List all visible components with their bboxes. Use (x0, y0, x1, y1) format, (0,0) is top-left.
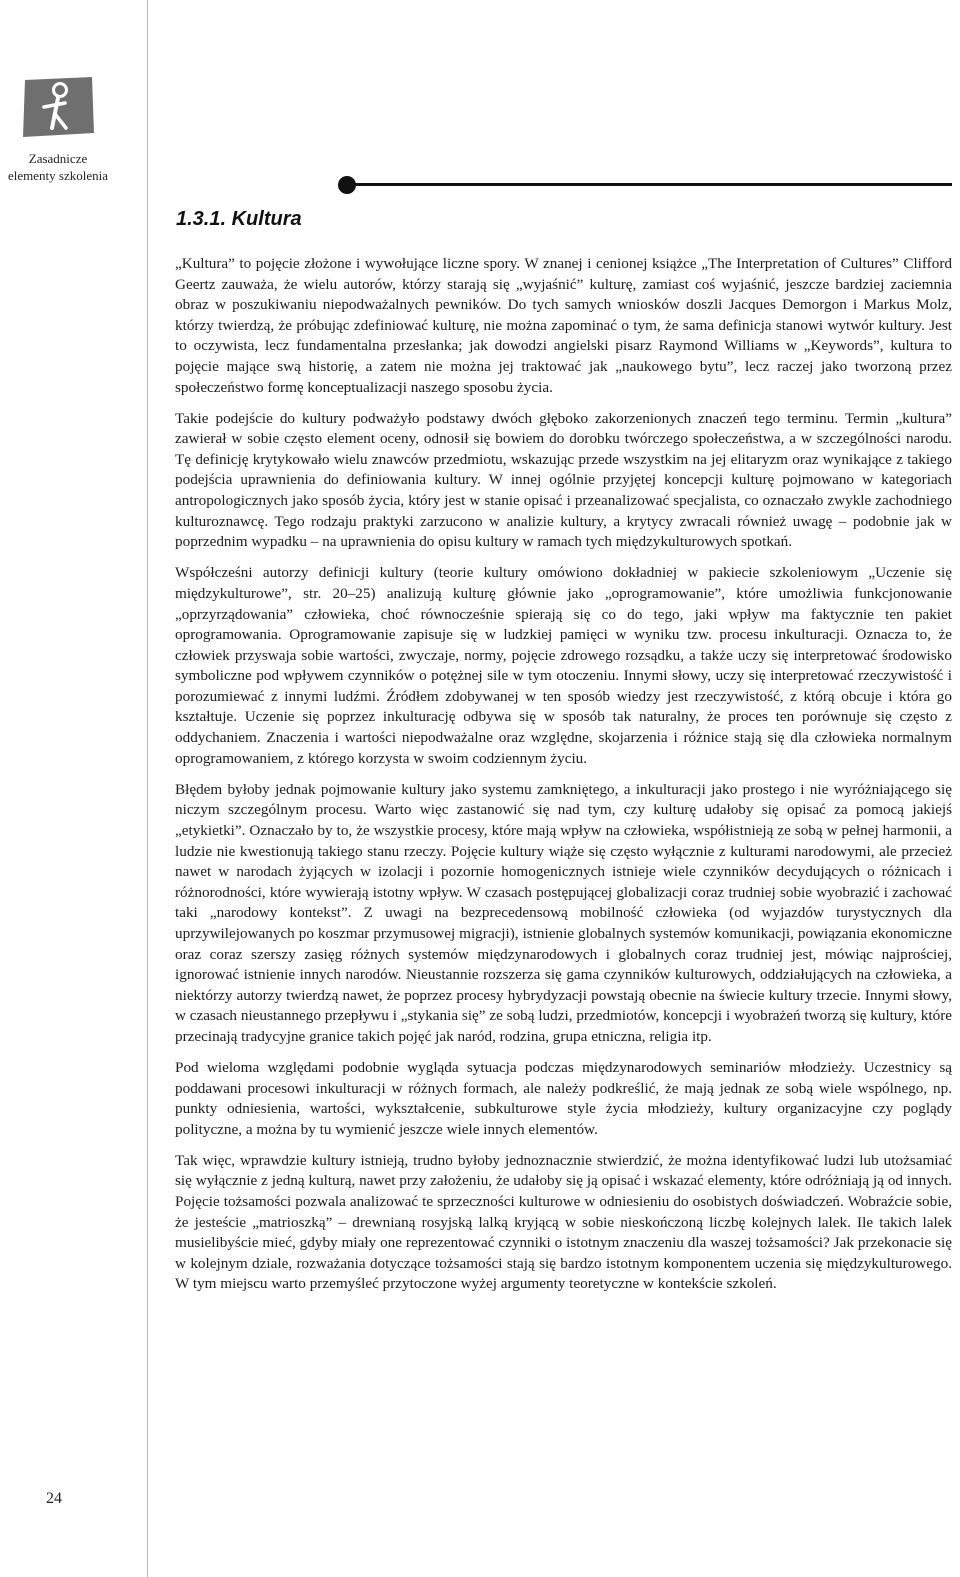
person-silhouette-logo-icon (22, 76, 94, 138)
paragraph: Takie podejście do kultury podważyło podstawy dwóch głęboko zakorzenionych znaczeń tego terminu. Termin „kultura” zawierał w sobie często element oceny, odnosił się bowiem do dorobku twórczego społeczeństwa, a w szczególności narodu. Tę definicję krytykowało wielu znawców przedmiotu, wskazując przede wszystkim na jej elitaryzm oraz wynikające z takiego podejścia uprawnienia do definiowania kultury. W innej ogólnie przyjętej koncepcji kulturę pojmowano w kategoriach antropologicznych jako sposób życia, który jest w stanie opisać i przeanalizować specjalista, co oznaczało zwykle zachodniego kulturoznawcę. Tego rodzaju praktyki zarzucono w analizie kultury, a krytycy zwracali również uwagę – podobnie jak w poprzednim wypadku – na uprawnienia do opisu kultury w ramach tych międzykulturowych spotkań. (175, 409, 952, 551)
section-label-line-2: elementy szkolenia (8, 168, 108, 183)
paragraph: Współcześni autorzy definicji kultury (teorie kultury omówiono dokładniej w pakiecie szkoleniowym „Uczenie się międzykulturowe”, str. 20–25) analizują kulturę głównie jako „oprogramowanie”, które umożliwia funkcjonowanie „oprzyrządowania” człowieka, choć równocześnie spierają się co do tego, jaki wpływ ma faktycznie ten pakiet oprogramowania. Oprogramowanie zapisuje się w ludzkiej pamięci w wyniku tzw. procesu inkulturacji. Oznacza to, że człowiek przyswaja sobie wartości, zwyczaje, normy, pojęcie zdrowego rozsądku, a także uczy się interpretować środowisko symboliczne pod wpływem czynników o potężnej sile w tym otoczeniu. Innymi słowy, uczy się interpretować rzeczywistość i porozumiewać z innymi ludźmi. Źródłem zdobywanej w ten sposób wiedzy jest rzeczywistość, z którą obcuje i która go kształtuje. Uczenie się poprzez inkulturację odbywa się w sposób tak naturalny, że proces ten porównuje się często z oddychaniem. Znaczenia i wartości niepodważalne oraz względne, skojarzenia i różnice stają się dla człowieka normalnym oprogramowaniem, z którego korzysta w swoim codziennym życiu. (175, 564, 952, 767)
heading-rule-line (348, 183, 952, 186)
body-text (175, 254, 952, 1306)
heading-bullet-dot (338, 176, 356, 194)
paragraph: „Kultura” to pojęcie złożone i wywołujące liczne spory. W znanej i cenionej książce „The Interpretation of Cultures” Clifford Geertz zauważa, że wielu autorów, którzy starają się „wyjaśnić” kulturę, zamiast coś wyjaśnić, jeszcze bardziej zaciemnia obraz w poszukiwaniu niepodważalnych pewników. Do tych samych wniosków doszli Jacques Demorgon i Markus Molz, którzy twierdzą, że próbując zdefiniować kulturę, nie można zapominać o tym, że sama definicja stanowi wytwór kultury. Jest to oczywista, lecz fundamentalna przesłanka; jak dowodzi angielski pisarz Raymond Williams w „Keywords”, kultura to pojęcie mające swą historię, a zatem nie można jej traktować jak „naukowego bytu”, lecz raczej jako tworzoną przez społeczeństwo formę konceptualizacji naszego sposobu życia. (175, 255, 952, 396)
page-number: 24 (46, 1490, 62, 1507)
paragraph: Błędem byłoby jednak pojmowanie kultury jako systemu zamkniętego, a inkulturacji jako prostego i nie wyróżniającego się niczym szczególnym procesu. Warto więc zastanowić się nad tym, czy kulturę udałoby się opisać za pomocą jakiejś „etykietki”. Oznaczało by to, że wszystkie procesy, które mają wpływ na człowieka, współistnieją ze sobą w pełnej harmonii, a ludzie nie kwestionują takiego stanu rzeczy. Pojęcie kultury wiąże się często wyłącznie z kulturami narodowymi, ale przecież nawet w narodach żyjących w izolacji i pozornie homogenicznych istnieje wiele czynników decydujących o różnicach i różnorodności, które wywierają istotny wpływ. W czasach postępującej globalizacji coraz trudniej sobie wyobrazić i zachować taki „narodowy kontekst”. Z uwagi na bezprecedensową mobilność człowieka (od wyjazdów turystycznych dla uprzywilejowanych po koszmar przymusowej migracji), istnienie globalnych systemów komunikacji, powiązania ekonomiczne oraz coraz szerszy zasięg różnych systemów międzynarodowych i globalnych coraz trudniej jest, mówiąc najprościej, ignorować istnienie innych narodów. Nieustannie rozszerza się gama czynników kulturowych, oddziałujących na człowieka, a niektórzy autorzy twierdzą nawet, że poprzez procesy hybrydyzacji powstają obecnie na świecie kultury trzecie. Innymi słowy, w czasach nieustannego przepływu i „stykania się” ze sobą ludzi, przedmiotów, koncepcji i wyobrażeń tworzą się kultury, które przecinają tradycyjne granice takich pojęć jak naród, rodzina, grupa etniczna, religia itp. (175, 780, 952, 1045)
section-heading-rule (338, 174, 952, 196)
paragraph: Pod wieloma względami podobnie wygląda sytuacja podczas międzynarodowych seminariów młodzieży. Uczestnicy są poddawani procesowi inkulturacji w różnych formach, ale należy podkreślić, że mają jednak ze sobą wiele wspólnego, np. punkty odniesienia, wartości, wykształcenie, subkulturowe style życia młodzieży, kultury organizacyjne czy poglądy polityczne, a można by tu wymienić jeszcze wiele innych elementów. (175, 1058, 952, 1138)
paragraph: Tak więc, wprawdzie kultury istnieją, trudno byłoby jednoznacznie stwierdzić, że można identyfikować ludzi lub utożsamiać się wyłącznie z jedną kulturą, nawet przy założeniu, że udałoby się ją opisać i wskazać elementy, które odróżniają ją od innych. Pojęcie tożsamości pozwala analizować te sprzeczności kulturowe w odniesieniu do osobistych doświadczeń. Wobraźcie sobie, że jesteście „matrioszką” – drewnianą rosyjską lalką kryjącą w sobie nieskończoną liczbę kolejnych lalek. Ile takich lalek musielibyście mieć, gdyby miały one reprezentować czynniki o istotnym znaczeniu dla waszej tożsamości? Jak przekonacie się w kolejnym dziale, rozważania dotyczące tożsamości stają się bardzo istotnym komponentem uczenia się międzykulturowego. W tym miejscu warto przemyśleć przytoczone wyżej argumenty teoretyczne w kontekście szkoleń. (175, 1151, 952, 1293)
section-title: 1.3.1. Kultura (176, 208, 302, 230)
sidebar-section-label (0, 150, 116, 184)
sidebar-divider (147, 0, 148, 1577)
section-label-line-1: Zasadnicze (28, 151, 88, 166)
